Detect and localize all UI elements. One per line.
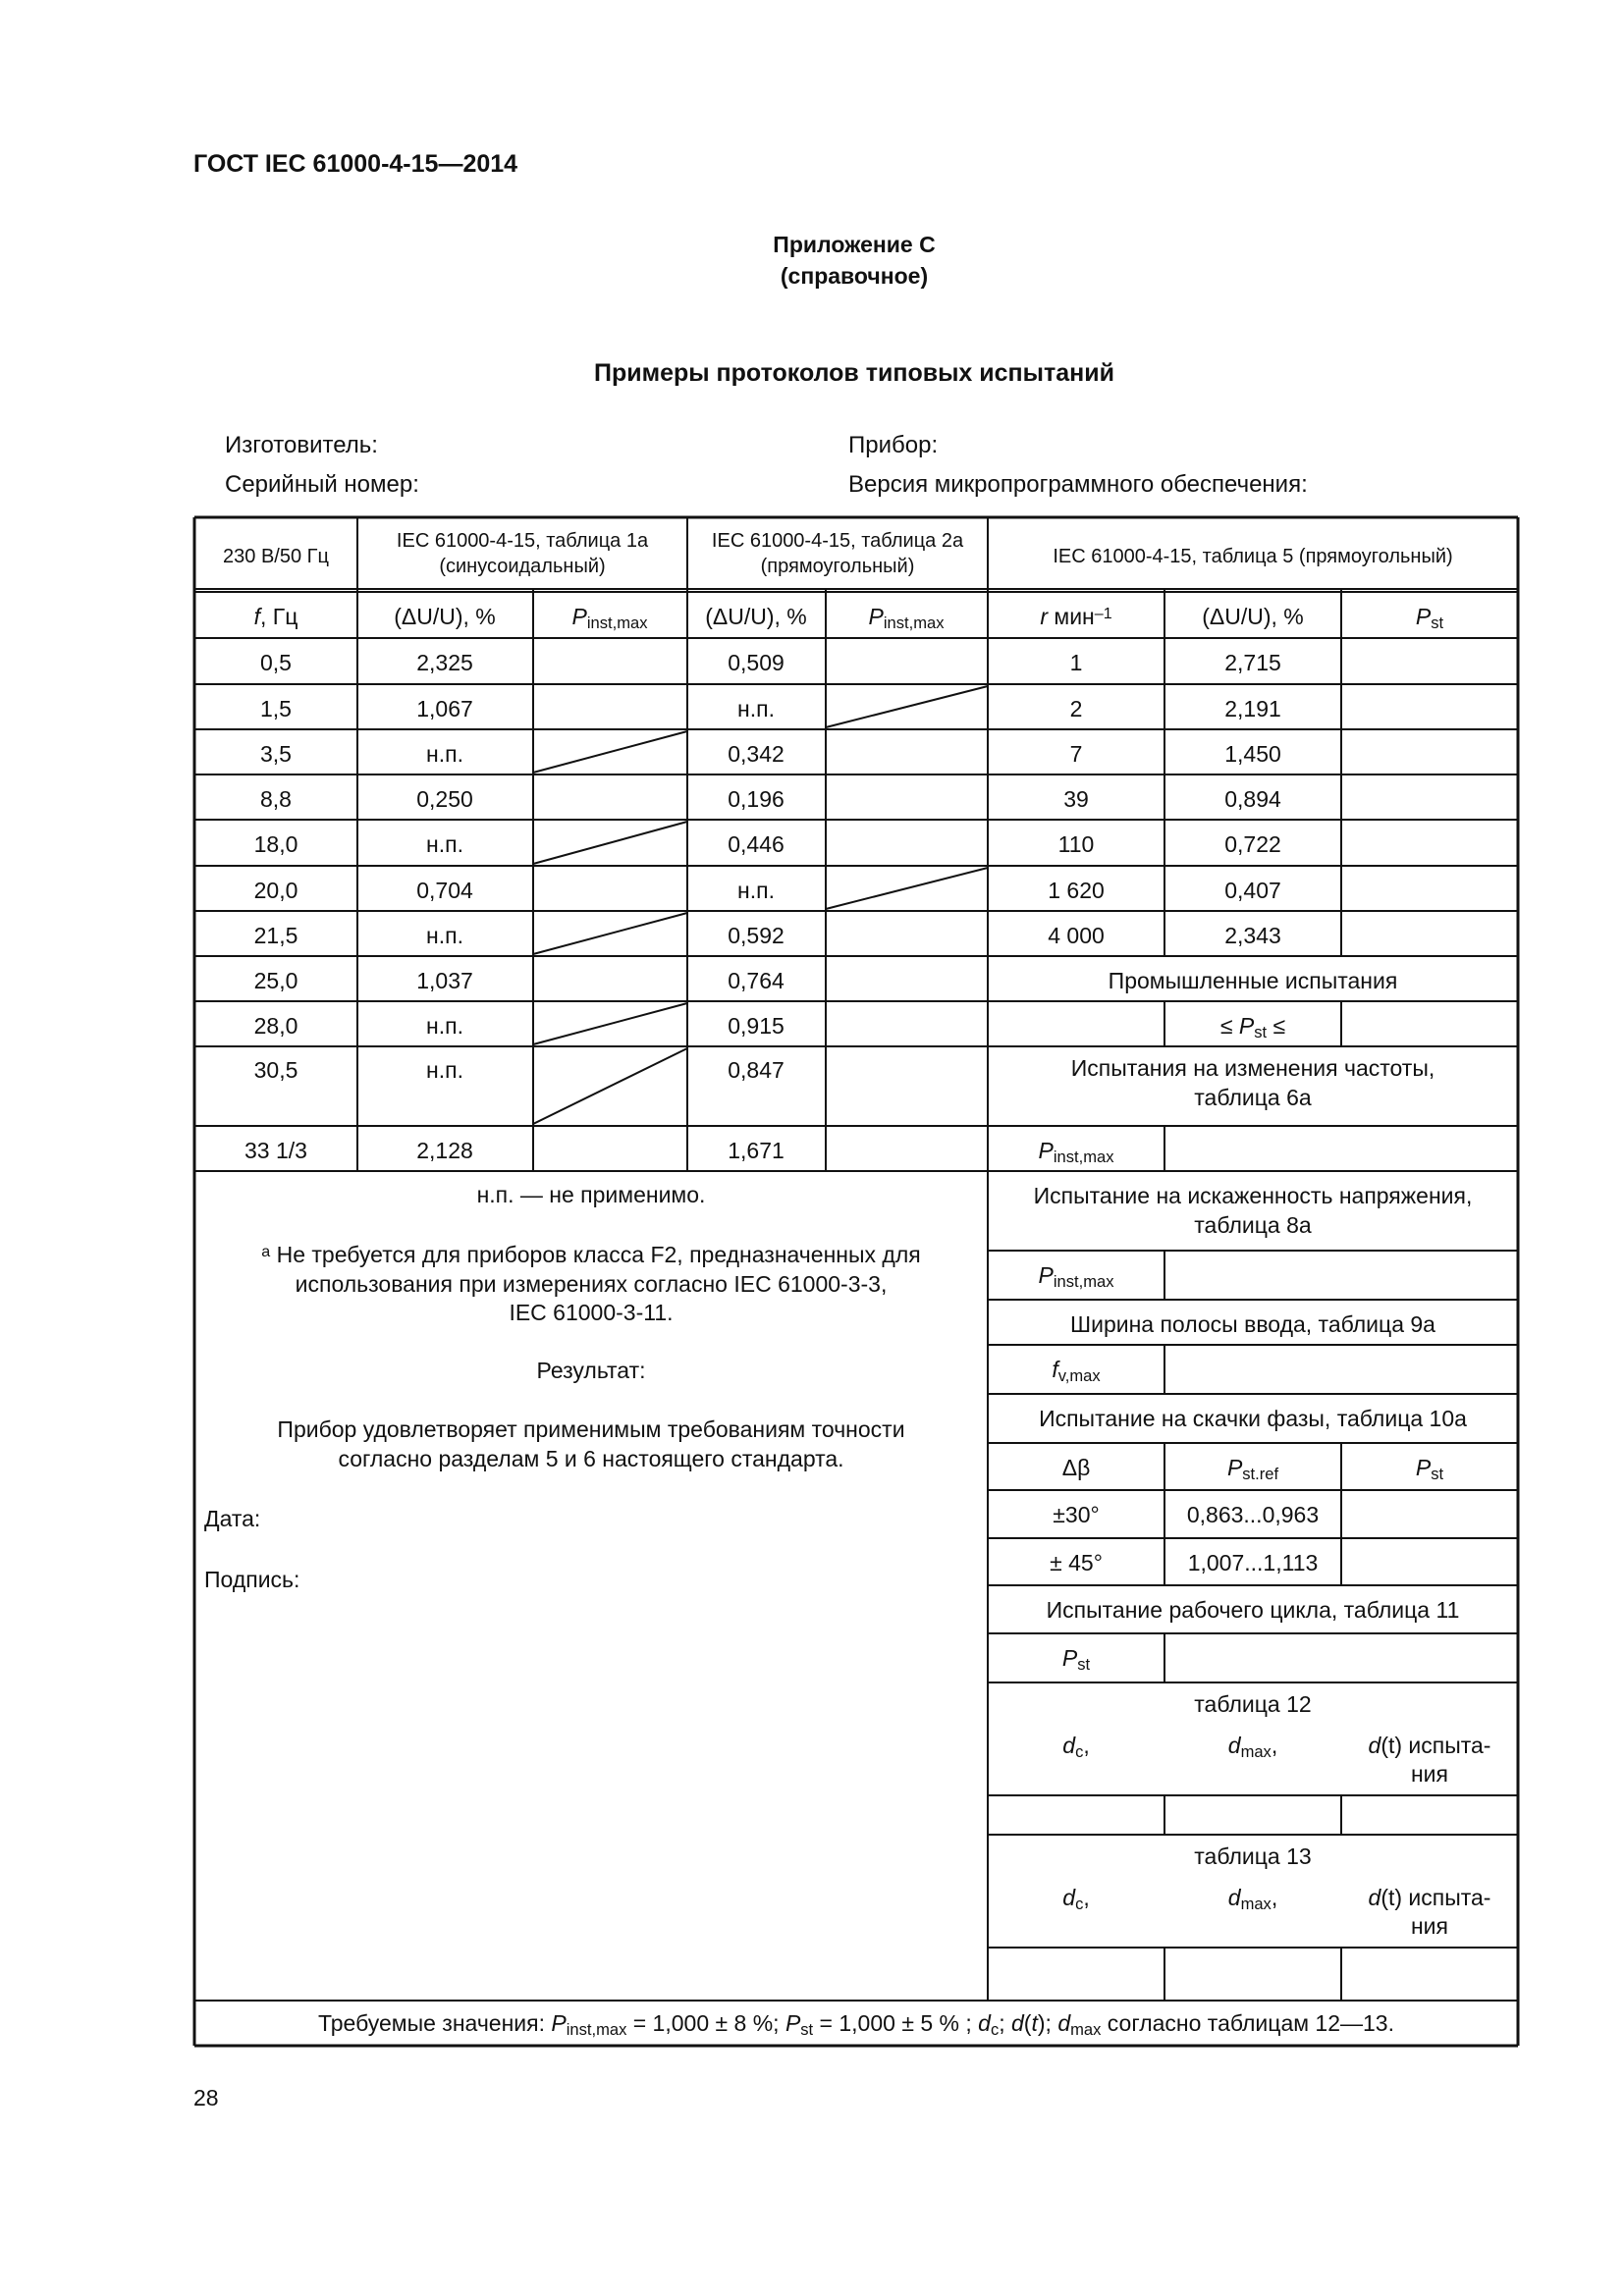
cell-du-sine: н.п. bbox=[426, 831, 463, 857]
required-values-footer: Требуемые значения: Pinst,max = 1,000 ± 8 %; Pst = 1,000 ± 5 % ; dc; d(t); dmax согласно таблицам 12—13. bbox=[317, 2010, 1395, 2040]
table12-dt-cont: ния bbox=[1410, 1761, 1449, 1787]
cell-frequency: 1,5 bbox=[260, 696, 292, 721]
table13-dt: d(t) испыта- bbox=[1368, 1885, 1491, 1910]
cell-du-rect: 0,915 bbox=[728, 1013, 785, 1039]
header-table1a: IEC 61000-4-15, таблица 1a bbox=[396, 530, 649, 552]
col-pinst-2: Pinst,max bbox=[868, 604, 945, 633]
distortion-test-table: таблица 8а bbox=[1194, 1212, 1312, 1238]
result-text-line1: Прибор удовлетворяет применимым требованиям точности bbox=[277, 1416, 905, 1442]
cell-du-rect: 0,847 bbox=[728, 1057, 785, 1083]
table13-dt-cont: ния bbox=[1410, 1913, 1449, 1939]
col-du-3: (ΔU/U), % bbox=[1202, 604, 1304, 629]
result-text-line2: согласно разделам 5 и 6 настоящего стандарта. bbox=[338, 1446, 844, 1471]
page-number: 28 bbox=[193, 2085, 219, 2110]
cell-rate: 4 000 bbox=[1048, 923, 1105, 948]
cell-du-rect: н.п. bbox=[737, 878, 775, 903]
cell-frequency: 30,5 bbox=[253, 1057, 298, 1083]
col-pst: Pst bbox=[1415, 604, 1444, 633]
col-pinst-1: Pinst,max bbox=[571, 604, 648, 633]
document-id: ГОСТ IEC 61000-4-15—2014 bbox=[193, 150, 518, 178]
cell-du-sine: 1,067 bbox=[416, 696, 473, 721]
cell-frequency: 28,0 bbox=[253, 1013, 298, 1039]
serial-number-label: Серийный номер: bbox=[225, 471, 419, 498]
footnote-a-line2: использования при измерениях согласно IEC 61000-3-3, bbox=[295, 1271, 888, 1297]
na-diagonal-stroke bbox=[533, 1003, 687, 1044]
cell-du-rect: 0,446 bbox=[728, 831, 785, 857]
cell-du-sine: 2,128 bbox=[416, 1138, 473, 1163]
cell-du-rect: 0,196 bbox=[728, 786, 785, 812]
table12-dmax: dmax, bbox=[1227, 1733, 1278, 1762]
cell-frequency: 25,0 bbox=[253, 968, 298, 993]
cell-frequency: 0,5 bbox=[260, 650, 292, 675]
cell-du-t5: 0,407 bbox=[1224, 878, 1281, 903]
cell-frequency: 18,0 bbox=[253, 831, 298, 857]
cell-du-sine: н.п. bbox=[426, 1013, 463, 1039]
header-table2a-sub: (прямоугольный) bbox=[760, 556, 915, 577]
annex-heading bbox=[461, 229, 1247, 292]
phase-jump-label: Испытание на скачки фазы, таблица 10а bbox=[1039, 1406, 1467, 1431]
phase-delta-beta: Δβ bbox=[1061, 1455, 1091, 1480]
cell-du-t5: 2,715 bbox=[1224, 650, 1281, 675]
cell-du-rect: 0,764 bbox=[728, 968, 785, 993]
test-report-table bbox=[194, 517, 1518, 2046]
cell-rate: 2 bbox=[1069, 696, 1083, 721]
distortion-pinst-label: Pinst,max bbox=[1038, 1262, 1114, 1292]
header-table5: IEC 61000-4-15, таблица 5 (прямоугольный) bbox=[1053, 546, 1453, 567]
cell-du-sine: 2,325 bbox=[416, 650, 473, 675]
distortion-test-label: Испытание на искаженность напряжения, bbox=[1033, 1183, 1473, 1208]
industrial-tests-label: Промышленные испытания bbox=[1108, 968, 1398, 993]
cell-du-sine: н.п. bbox=[426, 741, 463, 767]
cell-du-rect: 0,509 bbox=[728, 650, 785, 675]
freq-pinst-label: Pinst,max bbox=[1038, 1138, 1114, 1167]
phase-angle: ± 45° bbox=[1050, 1550, 1103, 1575]
col-rate: r мин–1 bbox=[1040, 604, 1112, 629]
cell-rate: 1 620 bbox=[1048, 878, 1105, 903]
industrial-pst-range: ≤ Pst ≤ bbox=[1219, 1013, 1286, 1042]
phase-angle: ±30° bbox=[1053, 1502, 1100, 1527]
na-diagonal-stroke bbox=[533, 1048, 687, 1124]
freq-change-label: Испытания на изменения частоты, bbox=[1070, 1055, 1435, 1081]
cell-du-rect: 1,671 bbox=[728, 1138, 785, 1163]
phase-pst: Pst bbox=[1415, 1455, 1444, 1484]
signature-label: Подпись: bbox=[204, 1567, 300, 1592]
cell-du-t5: 1,450 bbox=[1224, 741, 1281, 767]
na-diagonal-stroke bbox=[826, 868, 988, 909]
annex-label: Приложение С bbox=[773, 232, 936, 257]
cell-du-rect: н.п. bbox=[737, 696, 775, 721]
na-diagonal-stroke bbox=[533, 822, 687, 864]
manufacturer-label: Изготовитель: bbox=[225, 432, 378, 458]
cell-du-sine: н.п. bbox=[426, 1057, 463, 1083]
na-diagonal-stroke bbox=[533, 731, 687, 773]
phase-pst-ref: Pst.ref bbox=[1226, 1455, 1279, 1484]
col-frequency: f, Гц bbox=[253, 604, 298, 629]
col-du-1: (ΔU/U), % bbox=[394, 604, 496, 629]
page-title: Примеры протоколов типовых испытаний bbox=[593, 359, 1114, 387]
cell-du-t5: 2,343 bbox=[1224, 923, 1281, 948]
annex-type: (справочное) bbox=[780, 263, 929, 289]
result-label: Результат: bbox=[536, 1358, 646, 1383]
cell-du-sine: н.п. bbox=[426, 923, 463, 948]
cell-frequency: 3,5 bbox=[260, 741, 292, 767]
cell-du-t5: 2,191 bbox=[1224, 696, 1281, 721]
phase-pst-ref-range: 1,007...1,113 bbox=[1187, 1550, 1319, 1575]
table13-label: таблица 13 bbox=[1194, 1843, 1312, 1869]
na-diagonal-stroke bbox=[533, 913, 687, 954]
cell-frequency: 20,0 bbox=[253, 878, 298, 903]
header-voltage: 230 В/50 Гц bbox=[223, 546, 329, 567]
cell-rate: 7 bbox=[1069, 741, 1083, 767]
table12-dt: d(t) испыта- bbox=[1368, 1733, 1491, 1758]
table12-label: таблица 12 bbox=[1194, 1691, 1312, 1717]
cell-frequency: 21,5 bbox=[253, 923, 298, 948]
phase-pst-ref-range: 0,863...0,963 bbox=[1186, 1502, 1320, 1527]
col-du-2: (ΔU/U), % bbox=[705, 604, 807, 629]
footnote-a-line1: a Не требуется для приборов класса F2, предназначенных для bbox=[261, 1242, 921, 1267]
cell-du-rect: 0,342 bbox=[728, 741, 785, 767]
bandwidth-fv-label: fv,max bbox=[1052, 1357, 1101, 1386]
table13-dmax: dmax, bbox=[1227, 1885, 1278, 1914]
cell-rate: 110 bbox=[1057, 831, 1095, 857]
cell-du-sine: 0,250 bbox=[416, 786, 473, 812]
device-label: Прибор: bbox=[848, 432, 939, 458]
na-diagonal-stroke bbox=[826, 686, 988, 727]
firmware-version-label: Версия микропрограммного обеспечения: bbox=[848, 471, 1308, 498]
cell-du-sine: 1,037 bbox=[416, 968, 473, 993]
date-label: Дата: bbox=[204, 1506, 261, 1531]
na-note: н.п. — не применимо. bbox=[476, 1182, 706, 1207]
freq-change-table: таблица 6а bbox=[1194, 1085, 1312, 1110]
header-table2a: IEC 61000-4-15, таблица 2a bbox=[711, 530, 964, 552]
cell-du-t5: 0,722 bbox=[1224, 831, 1281, 857]
header-table1a-sub: (синусоидальный) bbox=[439, 556, 606, 577]
cell-frequency: 33 1/3 bbox=[244, 1138, 307, 1163]
duty-pst-label: Pst bbox=[1061, 1645, 1091, 1675]
cell-du-sine: 0,704 bbox=[416, 878, 473, 903]
cell-du-t5: 0,894 bbox=[1224, 786, 1281, 812]
bandwidth-test-label: Ширина полосы ввода, таблица 9а bbox=[1070, 1311, 1435, 1337]
cell-rate: 39 bbox=[1063, 786, 1089, 812]
table12-dc: dc, bbox=[1062, 1733, 1090, 1762]
cell-du-rect: 0,592 bbox=[728, 923, 785, 948]
cell-frequency: 8,8 bbox=[260, 786, 292, 812]
footnote-a-line3: IEC 61000-3-11. bbox=[509, 1300, 674, 1325]
duty-cycle-label: Испытание рабочего цикла, таблица 11 bbox=[1046, 1597, 1460, 1623]
table13-dc: dc, bbox=[1062, 1885, 1090, 1914]
cell-rate: 1 bbox=[1069, 650, 1083, 675]
